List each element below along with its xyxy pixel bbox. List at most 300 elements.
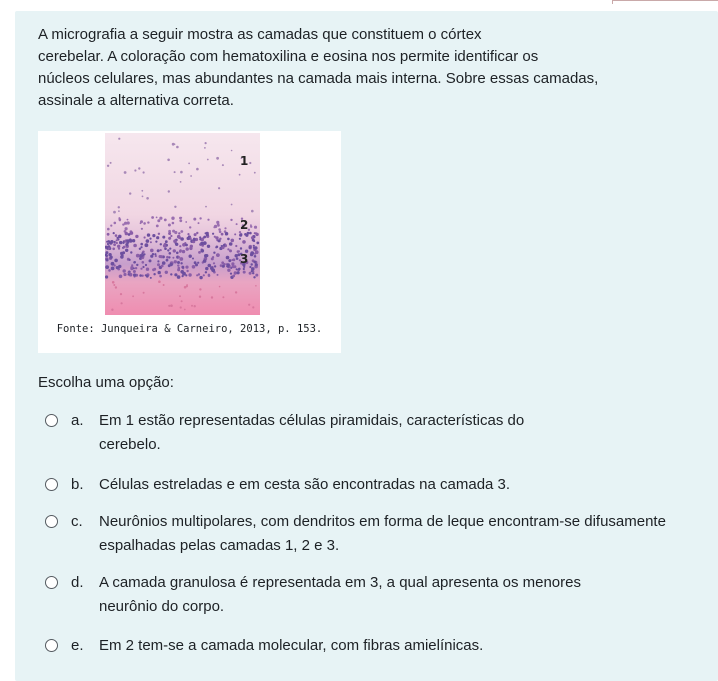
cell-nucleus (173, 249, 176, 252)
option-text (99, 634, 483, 658)
option-letter: a. (71, 412, 84, 429)
cell-nucleus (129, 239, 133, 243)
cell-nucleus (140, 246, 142, 248)
cell-nucleus (133, 261, 135, 263)
cell-nucleus (129, 192, 131, 194)
cell-nucleus (149, 259, 152, 262)
cell-nucleus (240, 233, 242, 235)
cell-nucleus (187, 233, 189, 235)
cell-nucleus (131, 264, 133, 266)
cell-nucleus (179, 219, 182, 222)
cell-nucleus (138, 167, 140, 169)
cell-nucleus (157, 249, 160, 252)
cell-nucleus (188, 273, 191, 276)
cell-nucleus (187, 237, 190, 240)
cell-nucleus (120, 255, 124, 259)
cell-nucleus (223, 244, 225, 246)
cell-nucleus (112, 248, 115, 251)
cell-nucleus (150, 255, 153, 258)
cell-nucleus (199, 238, 201, 240)
cell-nucleus (186, 270, 188, 272)
question-line: núcleos celulares, mas abundantes na camada mais interna. Sobre essas camadas, (38, 70, 599, 87)
cell-nucleus (107, 240, 110, 243)
cell-nucleus (167, 249, 169, 251)
radio-button[interactable] (45, 478, 58, 491)
cell-nucleus (203, 274, 205, 276)
cell-nucleus (120, 293, 122, 295)
cell-nucleus (208, 274, 211, 277)
cell-nucleus (168, 305, 170, 307)
cell-nucleus (107, 243, 109, 245)
cell-nucleus (116, 242, 118, 244)
cell-nucleus (214, 236, 216, 238)
cell-nucleus (196, 274, 198, 276)
cell-nucleus (153, 268, 156, 271)
cell-nucleus (199, 236, 201, 238)
cell-nucleus (174, 206, 176, 208)
cell-nucleus (216, 253, 220, 257)
cell-nucleus (123, 273, 126, 276)
cell-nucleus (195, 263, 198, 266)
cell-nucleus (240, 247, 242, 249)
cell-nucleus (110, 162, 112, 164)
question-line: A micrografia a seguir mostra as camadas que constituem o córtex (38, 26, 482, 43)
top-tab-edge (612, 0, 718, 4)
cell-nucleus (254, 172, 256, 174)
cell-nucleus (153, 273, 155, 275)
cell-nucleus (179, 249, 182, 252)
choose-option-prompt: Escolha uma opção: (38, 374, 174, 391)
cell-nucleus (189, 247, 192, 250)
cell-nucleus (164, 247, 167, 250)
cell-nucleus (118, 138, 120, 140)
cell-nucleus (255, 274, 258, 277)
cell-nucleus (107, 165, 109, 167)
cell-nucleus (168, 232, 171, 235)
cell-nucleus (178, 232, 180, 234)
cell-nucleus (160, 255, 163, 258)
cell-nucleus (201, 249, 205, 253)
cell-nucleus (114, 241, 116, 243)
option-text (99, 409, 524, 457)
cell-nucleus (179, 217, 181, 219)
cell-nucleus (235, 245, 237, 247)
cell-nucleus (203, 236, 206, 239)
cell-nucleus (174, 171, 176, 173)
cell-nucleus (127, 219, 129, 221)
cell-nucleus (180, 262, 182, 264)
cell-nucleus (170, 235, 172, 237)
figure (38, 131, 341, 353)
cell-nucleus (198, 222, 200, 224)
cell-nucleus (140, 243, 143, 246)
cell-nucleus (199, 217, 201, 219)
cell-nucleus (205, 271, 207, 273)
cell-nucleus (225, 232, 228, 235)
cell-nucleus (213, 252, 215, 254)
cell-nucleus (113, 243, 116, 246)
cell-nucleus (142, 261, 145, 264)
cell-nucleus (207, 245, 210, 248)
cell-nucleus (238, 268, 241, 271)
cell-nucleus (219, 286, 221, 288)
cell-nucleus (200, 242, 203, 245)
cell-nucleus (154, 253, 156, 255)
cell-nucleus (107, 233, 110, 236)
cell-nucleus (221, 233, 224, 236)
cell-nucleus (156, 236, 159, 239)
question-line: cerebelar. A coloração com hematoxilina e eosina nos permite identificar os (38, 48, 539, 65)
question-line: assinale a alternativa correta. (38, 92, 234, 109)
option-letter: c. (71, 513, 83, 530)
cell-nucleus (147, 221, 149, 223)
cell-nucleus (164, 219, 167, 222)
cell-nucleus (231, 262, 234, 265)
cell-nucleus (105, 254, 108, 257)
cell-nucleus (125, 249, 128, 252)
cell-nucleus (227, 269, 230, 272)
cell-nucleus (133, 270, 136, 273)
cell-nucleus (180, 270, 184, 274)
cell-nucleus (121, 302, 123, 304)
cell-nucleus (207, 219, 209, 221)
cell-nucleus (217, 224, 220, 227)
cell-nucleus (118, 210, 120, 212)
cell-nucleus (105, 275, 108, 278)
cell-nucleus (157, 219, 160, 222)
cell-nucleus (255, 263, 258, 266)
cell-nucleus (110, 256, 113, 259)
cell-nucleus (115, 286, 117, 288)
option-text-line: Neurônios multipolares, com dendritos em forma de leque encontram-se difusamente (99, 513, 666, 530)
cell-nucleus (161, 265, 164, 268)
cell-nucleus (235, 291, 237, 293)
cell-nucleus (172, 222, 175, 225)
option-text-line: cerebelo. (99, 436, 161, 453)
cell-nucleus (146, 239, 150, 243)
cell-nucleus (170, 304, 173, 307)
cell-nucleus (249, 266, 251, 268)
cell-nucleus (124, 171, 127, 174)
cell-nucleus (199, 296, 201, 298)
option-text (99, 571, 581, 619)
cell-nucleus (140, 268, 142, 270)
cell-nucleus (151, 216, 154, 219)
cell-nucleus (249, 162, 251, 164)
cell-nucleus (221, 261, 224, 264)
cell-nucleus (188, 163, 190, 165)
cell-nucleus (111, 267, 115, 271)
radio-button[interactable] (45, 576, 58, 589)
cell-nucleus (168, 190, 170, 192)
cell-nucleus (180, 230, 183, 233)
cell-nucleus (177, 261, 180, 264)
cell-nucleus (128, 233, 131, 236)
cell-nucleus (251, 263, 253, 265)
cell-nucleus (108, 247, 110, 249)
cell-nucleus (156, 225, 159, 228)
cell-nucleus (253, 276, 255, 278)
cell-nucleus (168, 224, 171, 227)
cell-nucleus (125, 227, 128, 230)
cell-nucleus (168, 264, 171, 267)
cell-nucleus (150, 249, 154, 253)
cell-nucleus (226, 265, 229, 268)
radio-button[interactable] (45, 639, 58, 652)
layer-label-2: 2 (240, 218, 249, 232)
cell-nucleus (180, 171, 183, 174)
cell-nucleus (152, 234, 155, 237)
cell-nucleus (252, 306, 254, 308)
cell-nucleus (117, 245, 120, 248)
cell-nucleus (198, 251, 201, 254)
cell-nucleus (150, 241, 152, 243)
cell-nucleus (123, 269, 126, 272)
cell-nucleus (106, 259, 109, 262)
question-text (38, 24, 678, 112)
cell-nucleus (127, 241, 130, 244)
layer-label-1: 1 (240, 154, 249, 168)
cell-nucleus (207, 159, 209, 161)
cell-nucleus (179, 245, 181, 247)
cell-nucleus (196, 168, 199, 171)
cell-nucleus (145, 274, 147, 276)
cell-nucleus (128, 273, 130, 275)
cell-nucleus (167, 159, 170, 162)
cell-nucleus (170, 273, 172, 275)
cell-nucleus (237, 271, 240, 274)
cell-nucleus (114, 222, 117, 225)
cell-nucleus (143, 222, 146, 225)
cell-nucleus (177, 264, 179, 266)
cell-nucleus (146, 197, 149, 200)
cell-nucleus (184, 309, 186, 311)
cell-nucleus (179, 295, 181, 297)
cell-nucleus (210, 266, 214, 270)
cell-nucleus (165, 271, 168, 274)
cell-nucleus (197, 262, 199, 264)
radio-button[interactable] (45, 515, 58, 528)
cell-nucleus (189, 255, 192, 258)
cell-nucleus (203, 259, 207, 263)
cell-nucleus (182, 250, 185, 253)
cell-nucleus (162, 261, 166, 265)
option-text-line: espalhadas pelas camadas 1, 2 e 3. (99, 537, 340, 554)
cell-nucleus (186, 247, 189, 250)
cell-nucleus (196, 232, 198, 234)
cell-nucleus (250, 226, 252, 228)
cell-nucleus (146, 268, 149, 271)
option-text-line: Em 1 estão representadas células piramidais, características do (99, 412, 525, 429)
cell-nucleus (227, 238, 230, 241)
cell-nucleus (133, 267, 135, 269)
cell-nucleus (211, 257, 214, 260)
cell-nucleus (219, 238, 221, 240)
cell-nucleus (222, 164, 224, 166)
cell-nucleus (142, 196, 144, 198)
option-text (99, 473, 510, 497)
cell-nucleus (230, 219, 232, 221)
cell-nucleus (144, 236, 146, 238)
cell-nucleus (233, 258, 236, 261)
cell-nucleus (159, 275, 162, 278)
cell-nucleus (160, 249, 162, 251)
cell-nucleus (205, 142, 207, 144)
cell-nucleus (249, 272, 252, 275)
cell-nucleus (110, 240, 113, 243)
cell-nucleus (135, 267, 137, 269)
cell-nucleus (173, 239, 177, 243)
cell-nucleus (191, 305, 193, 307)
cell-nucleus (253, 261, 256, 264)
cell-nucleus (119, 219, 121, 221)
cell-nucleus (169, 248, 171, 250)
cell-nucleus (166, 256, 169, 259)
cell-nucleus (156, 217, 158, 219)
cell-nucleus (231, 239, 235, 243)
cell-nucleus (219, 231, 222, 234)
cell-nucleus (163, 284, 165, 286)
cell-nucleus (111, 262, 115, 266)
cell-nucleus (116, 239, 118, 241)
cell-nucleus (163, 244, 166, 247)
cell-nucleus (229, 249, 232, 252)
cell-nucleus (143, 292, 145, 294)
cell-nucleus (105, 251, 108, 254)
cell-nucleus (193, 218, 196, 221)
cell-nucleus (250, 253, 253, 256)
cell-nucleus (157, 260, 159, 262)
cell-nucleus (169, 252, 172, 255)
cell-nucleus (249, 246, 252, 249)
cell-nucleus (178, 267, 181, 270)
cell-nucleus (194, 305, 196, 307)
cell-nucleus (256, 242, 259, 245)
cell-nucleus (142, 266, 144, 268)
cell-nucleus (190, 175, 192, 177)
cell-nucleus (214, 225, 217, 228)
cell-nucleus (141, 228, 143, 230)
cell-nucleus (254, 255, 257, 258)
cell-nucleus (141, 252, 143, 254)
cell-nucleus (125, 232, 128, 235)
radio-button[interactable] (45, 414, 58, 427)
cell-nucleus (206, 233, 209, 236)
cell-nucleus (107, 228, 110, 231)
cell-nucleus (236, 268, 238, 270)
cell-nucleus (232, 275, 235, 278)
cell-nucleus (132, 295, 134, 297)
cell-nucleus (147, 233, 150, 236)
cell-nucleus (217, 274, 219, 276)
cell-nucleus (212, 233, 214, 235)
cell-nucleus (119, 275, 123, 279)
cell-nucleus (192, 258, 194, 260)
cell-nucleus (255, 227, 257, 229)
cell-nucleus (255, 285, 257, 287)
cell-nucleus (136, 254, 140, 258)
cell-nucleus (234, 271, 237, 274)
cell-nucleus (255, 232, 257, 234)
cell-nucleus (133, 244, 137, 248)
cell-nucleus (236, 223, 238, 225)
cell-nucleus (143, 171, 145, 173)
layer-label-3: 3 (240, 252, 249, 266)
cell-nucleus (226, 256, 230, 260)
cell-nucleus (208, 264, 212, 268)
cell-nucleus (218, 228, 221, 231)
cell-nucleus (130, 251, 132, 253)
cell-nucleus (231, 204, 233, 206)
cell-nucleus (119, 241, 122, 244)
cell-nucleus (218, 187, 220, 189)
cell-nucleus (205, 267, 208, 270)
cell-nucleus (199, 288, 201, 290)
cell-nucleus (122, 242, 124, 244)
option-text-line: Em 2 tem-se a camada molecular, com fibras amielínicas. (99, 637, 484, 654)
option-letter: e. (71, 637, 84, 654)
cell-nucleus (254, 253, 256, 255)
cell-nucleus (180, 181, 182, 183)
cell-nucleus (182, 266, 185, 269)
option-letter: b. (71, 476, 84, 493)
cell-nucleus (253, 245, 255, 247)
cell-nucleus (158, 280, 161, 283)
cell-nucleus (192, 265, 196, 269)
cell-nucleus (213, 262, 215, 264)
cell-nucleus (176, 252, 179, 255)
cell-nucleus (113, 284, 115, 286)
cell-nucleus (113, 211, 116, 214)
cell-nucleus (111, 309, 113, 311)
cell-nucleus (236, 257, 239, 260)
cell-nucleus (243, 271, 246, 274)
cell-nucleus (220, 264, 223, 267)
cell-nucleus (168, 237, 170, 239)
cell-nucleus (186, 285, 188, 287)
cell-nucleus (245, 234, 248, 237)
cell-nucleus (193, 238, 196, 241)
cell-nucleus (123, 246, 126, 249)
option-text (99, 510, 666, 558)
cell-nucleus (171, 217, 174, 220)
cell-nucleus (229, 242, 233, 246)
cell-nucleus (112, 281, 115, 284)
cell-nucleus (249, 232, 252, 235)
cell-nucleus (180, 306, 182, 308)
cell-nucleus (239, 174, 241, 176)
cell-nucleus (114, 259, 118, 263)
cell-nucleus (110, 225, 112, 227)
cell-nucleus (134, 169, 136, 171)
cell-nucleus (105, 265, 109, 269)
cell-nucleus (177, 235, 181, 239)
cell-nucleus (251, 210, 254, 213)
cell-nucleus (128, 271, 130, 273)
cell-nucleus (174, 260, 177, 263)
option-text-line: A camada granulosa é representada em 3, a qual apresenta os menores (99, 574, 581, 591)
cell-nucleus (177, 275, 181, 279)
cell-nucleus (178, 256, 180, 258)
cell-nucleus (211, 296, 213, 298)
cell-nucleus (205, 206, 207, 208)
option-letter: d. (71, 574, 84, 591)
cell-nucleus (239, 238, 241, 240)
cell-nucleus (248, 304, 250, 306)
cell-nucleus (116, 266, 119, 269)
cell-nucleus (194, 233, 197, 236)
cell-nucleus (231, 150, 233, 152)
